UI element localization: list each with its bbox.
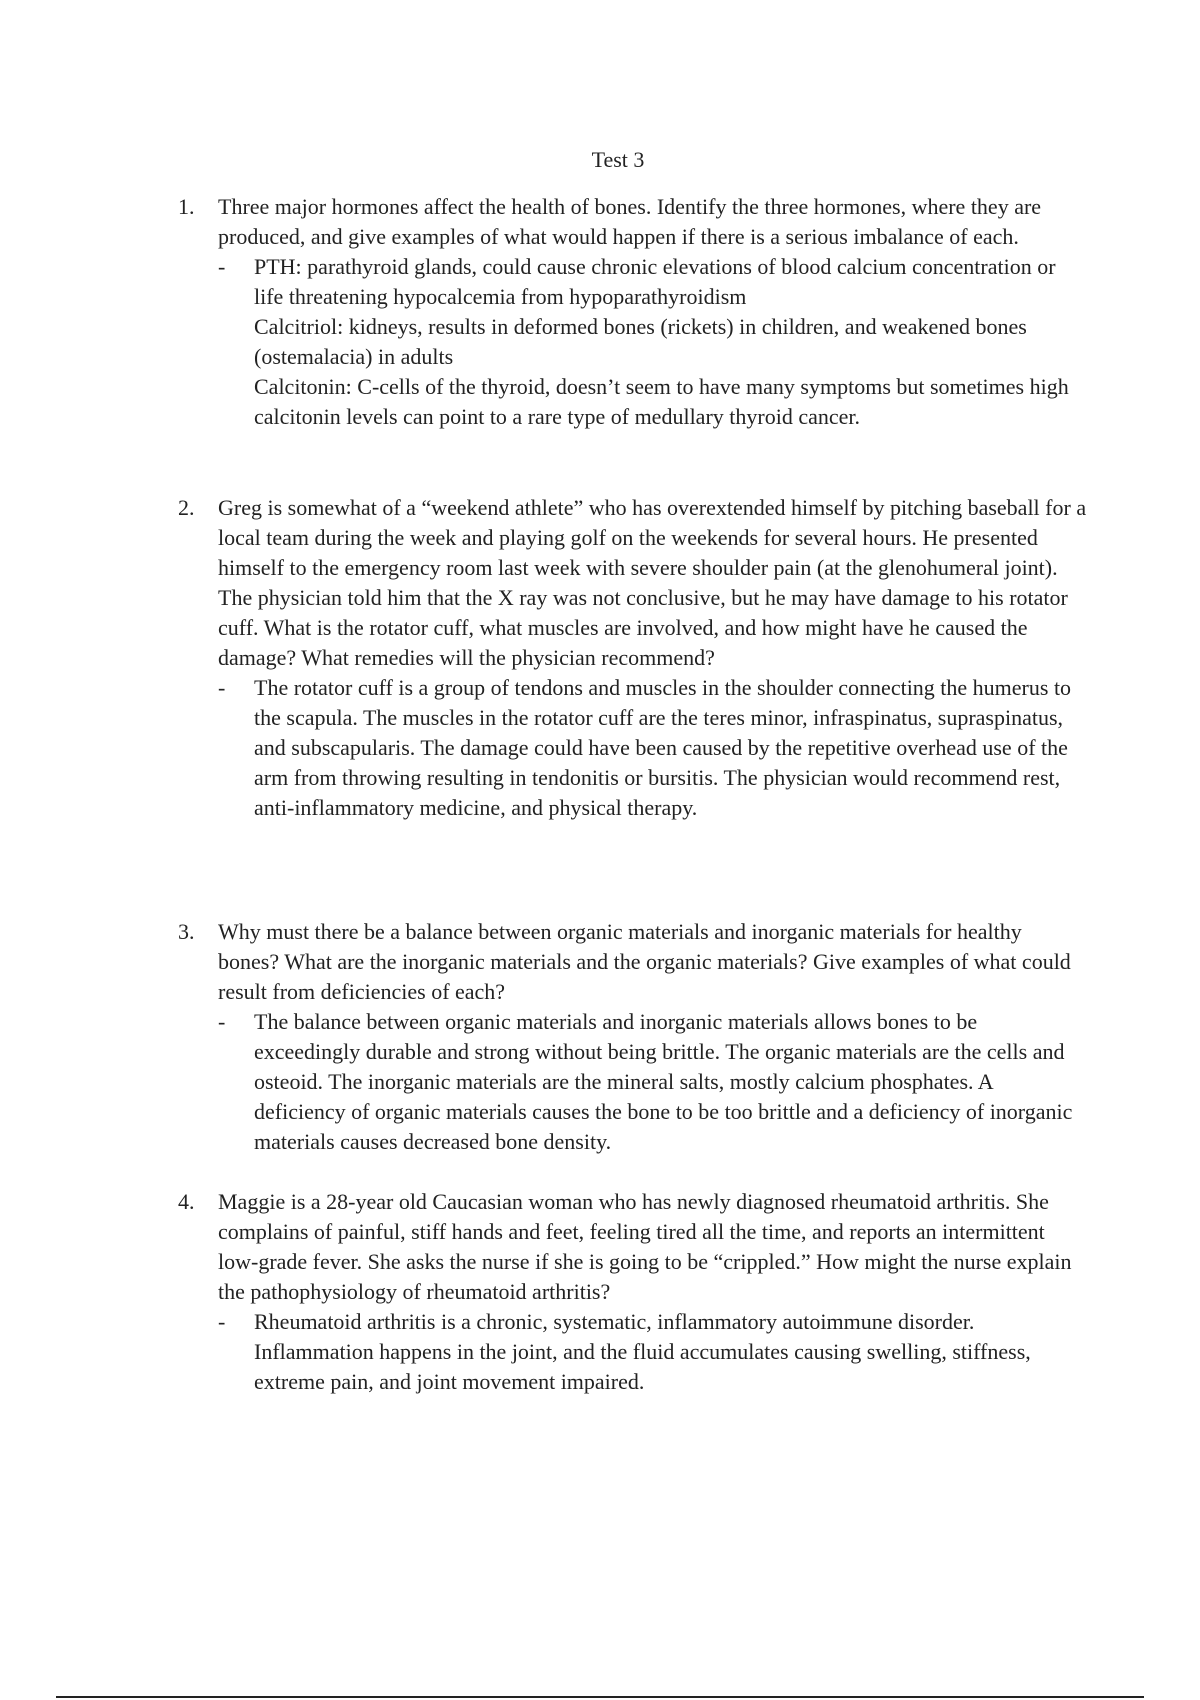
question-item <box>178 493 1088 823</box>
answer-text: Calcitriol: kidneys, results in deformed bones (rickets) in children, and weakened bones (ostemalacia) in adults <box>254 314 1027 369</box>
question-item <box>178 192 1088 432</box>
answer-dash: - <box>218 675 226 700</box>
question-prompt: Maggie is a 28-year old Caucasian woman who has newly diagnosed rheumatoid arthritis. She complains of painful, stiff hands and feet, feeling tired all the time, and reports an intermittent low-grade fever. She asks the nurse if she is going to be “crippled.” How might the nurse explain the pathophysiology of rheumatoid arthritis? <box>218 1189 1072 1304</box>
answer-dash: - <box>218 254 226 279</box>
answer-text: The balance between organic materials and inorganic materials allows bones to be exceedingly durable and strong without being brittle. The organic materials are the cells and osteoid. The inorganic materials are the mineral salts, mostly calcium phosphates. A deficiency of organic materials causes the bone to be too brittle and a deficiency of inorganic materials causes decreased bone density. <box>254 1009 1073 1154</box>
answer-block <box>218 1307 1088 1397</box>
answer-dash: - <box>218 1009 226 1034</box>
answer-text: PTH: parathyroid glands, could cause chronic elevations of blood calcium concentration or life threatening hypocalcemia from hypoparathyroidism <box>254 254 1056 309</box>
answer-dash: - <box>218 1309 226 1334</box>
question-number: 2. <box>178 495 195 520</box>
question-item <box>178 917 1088 1157</box>
question-number: 1. <box>178 194 195 219</box>
question-prompt: Greg is somewhat of a “weekend athlete” who has overextended himself by pitching baseball for a local team during the week and playing golf on the weekends for several hours. He presented himself to the emergency room last week with severe shoulder pain (at the glenohumeral joint). The physician told him that the X ray was not conclusive, but he may have damage to his rotator cuff. What is the rotator cuff, what muscles are involved, and how might have he caused the damage? What remedies will the physician recommend? <box>218 495 1087 670</box>
answer-text: Rheumatoid arthritis is a chronic, systematic, inflammatory autoimmune disorder. Inflammation happens in the joint, and the fluid accumulates causing swelling, stiffness, extreme pain, and joint movement impaired. <box>254 1309 1031 1394</box>
question-number: 4. <box>178 1189 195 1214</box>
answer-block <box>218 1007 1088 1157</box>
footer-divider <box>56 1696 1144 1698</box>
answer-text: Calcitonin: C-cells of the thyroid, doesn’t seem to have many symptoms but sometimes high calcitonin levels can point to a rare type of medullary thyroid cancer. <box>254 374 1069 429</box>
page-title: Test 3 <box>591 147 645 172</box>
answer-block <box>218 252 1088 432</box>
question-item <box>178 1187 1088 1397</box>
question-prompt: Why must there be a balance between organic materials and inorganic materials for healthy bones? What are the inorganic materials and the organic materials? Give examples of what could result from deficiencies of each? <box>218 919 1071 1004</box>
question-prompt: Three major hormones affect the health of bones. Identify the three hormones, where they are produced, and give examples of what would happen if there is a serious imbalance of each. <box>218 194 1042 249</box>
question-number: 3. <box>178 919 195 944</box>
answer-text: The rotator cuff is a group of tendons and muscles in the shoulder connecting the humerus to the scapula. The muscles in the rotator cuff are the teres minor, infraspinatus, supraspinatus, and subscapularis. The damage could have been caused by the repetitive overhead use of the arm from throwing resulting in tendonitis or bursitis. The physician would recommend rest, anti-inflammatory medicine, and physical therapy. <box>254 675 1072 820</box>
answer-block <box>218 673 1088 823</box>
